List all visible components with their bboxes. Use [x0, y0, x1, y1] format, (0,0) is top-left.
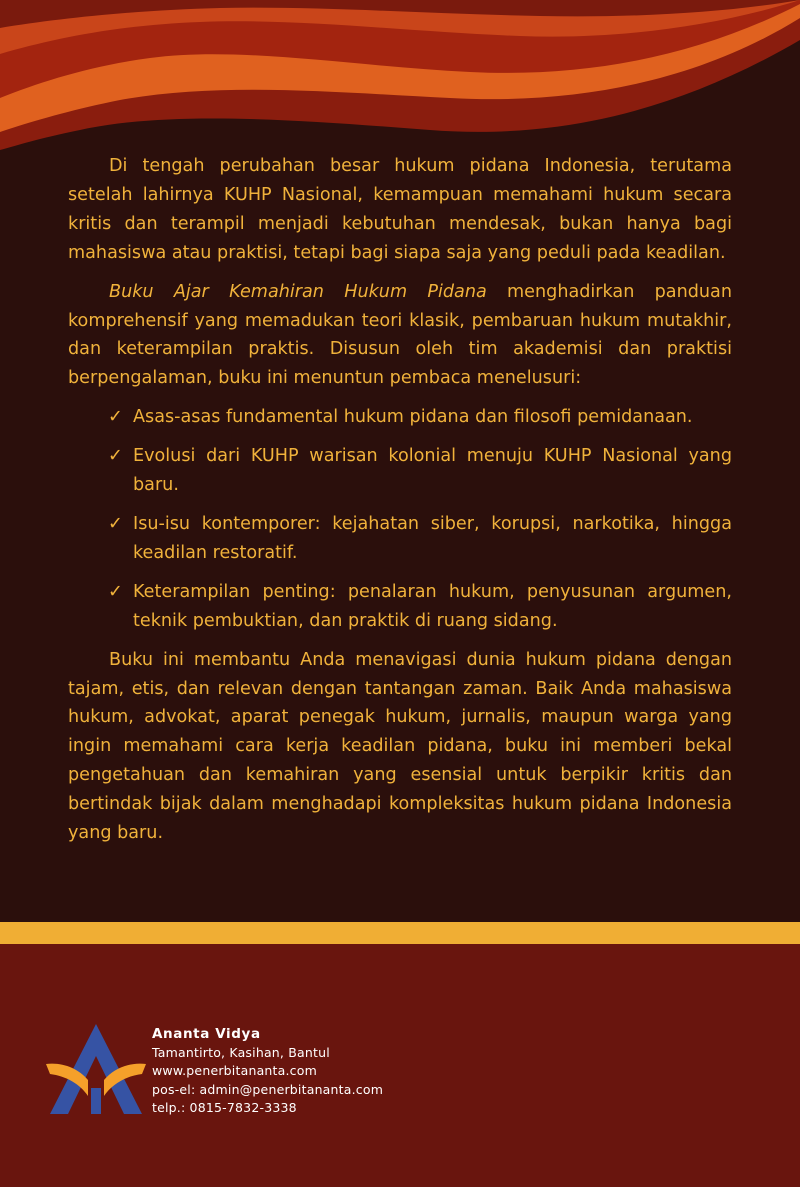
checklist-item: [68, 578, 732, 636]
checklist-item-text: Keterampilan penting: penalaran hukum, penyusunan argumen, teknik pembuktian, dan praktik di ruang sidang.: [133, 581, 732, 631]
blurb-paragraph-3: Buku ini membantu Anda menavigasi dunia hukum pidana dengan tajam, etis, dan relevan dengan tantangan zaman. Baik Anda mahasiswa hukum, advokat, aparat penegak hukum, jurnalis, maupun warga yang ingin memahami cara kerja keadilan pidana, buku ini memberi bekal pengetahuan dan kemahiran yang esensial untuk berpikir kritis dan bertindak bijak dalam menghadapi kompleksitas hukum pidana Indonesia yang baru.: [68, 649, 732, 844]
publisher-address: Tamantirto, Kasihan, Bantul: [152, 1044, 330, 1060]
check-icon: ✓: [108, 581, 123, 602]
checklist-item-text: Isu-isu kontemporer: kejahatan siber, korupsi, narkotika, hingga keadilan restoratif.: [133, 513, 732, 563]
checklist-item: [68, 403, 732, 432]
check-icon: ✓: [108, 446, 123, 467]
check-icon: ✓: [108, 513, 123, 534]
gold-divider-band: [0, 922, 800, 944]
checklist-item: [68, 442, 732, 500]
ananta-vidya-logo-icon: [44, 1022, 148, 1118]
checklist-item-text: Asas-asas fundamental hukum pidana dan filosofi pemidanaan.: [133, 407, 693, 428]
publisher-email: pos-el: admin@penerbitananta.com: [152, 1081, 384, 1097]
blurb-paragraph-2-text: menghadirkan panduan komprehensif yang memadukan teori klasik, pembaruan hukum mutakhir, dan keterampilan praktis. Disusun oleh tim akademisi dan praktisi berpengalaman, buku ini menuntun pembaca menelusuri:: [68, 281, 732, 389]
blurb-paragraph-2: [68, 278, 732, 394]
checklist-item-text: Evolusi dari KUHP warisan kolonial menuju KUHP Nasional yang baru.: [133, 446, 732, 496]
book-title: Buku Ajar Kemahiran Hukum Pidana: [109, 281, 487, 302]
publisher-phone: telp.: 0815-7832-3338: [152, 1100, 297, 1116]
logo-center-pillar: [91, 1088, 101, 1114]
topics-checklist: [68, 403, 732, 635]
decorative-top-waves: [0, 0, 800, 160]
publisher-info: [152, 1025, 383, 1118]
publisher-name: Ananta Vidya: [152, 1026, 261, 1042]
blurb-text: [68, 152, 732, 858]
publisher-website: www.penerbitananta.com: [152, 1063, 317, 1079]
checklist-item: [68, 510, 732, 568]
check-icon: ✓: [108, 407, 123, 428]
blurb-paragraph-1: Di tengah perubahan besar hukum pidana Indonesia, terutama setelah lahirnya KUHP Nasional, kemampuan memahami hukum secara kritis dan terampil menjadi kebutuhan mendesak, bukan hanya bagi mahasiswa atau praktisi, tetapi bagi siapa saja yang peduli pada keadilan.: [68, 156, 732, 263]
